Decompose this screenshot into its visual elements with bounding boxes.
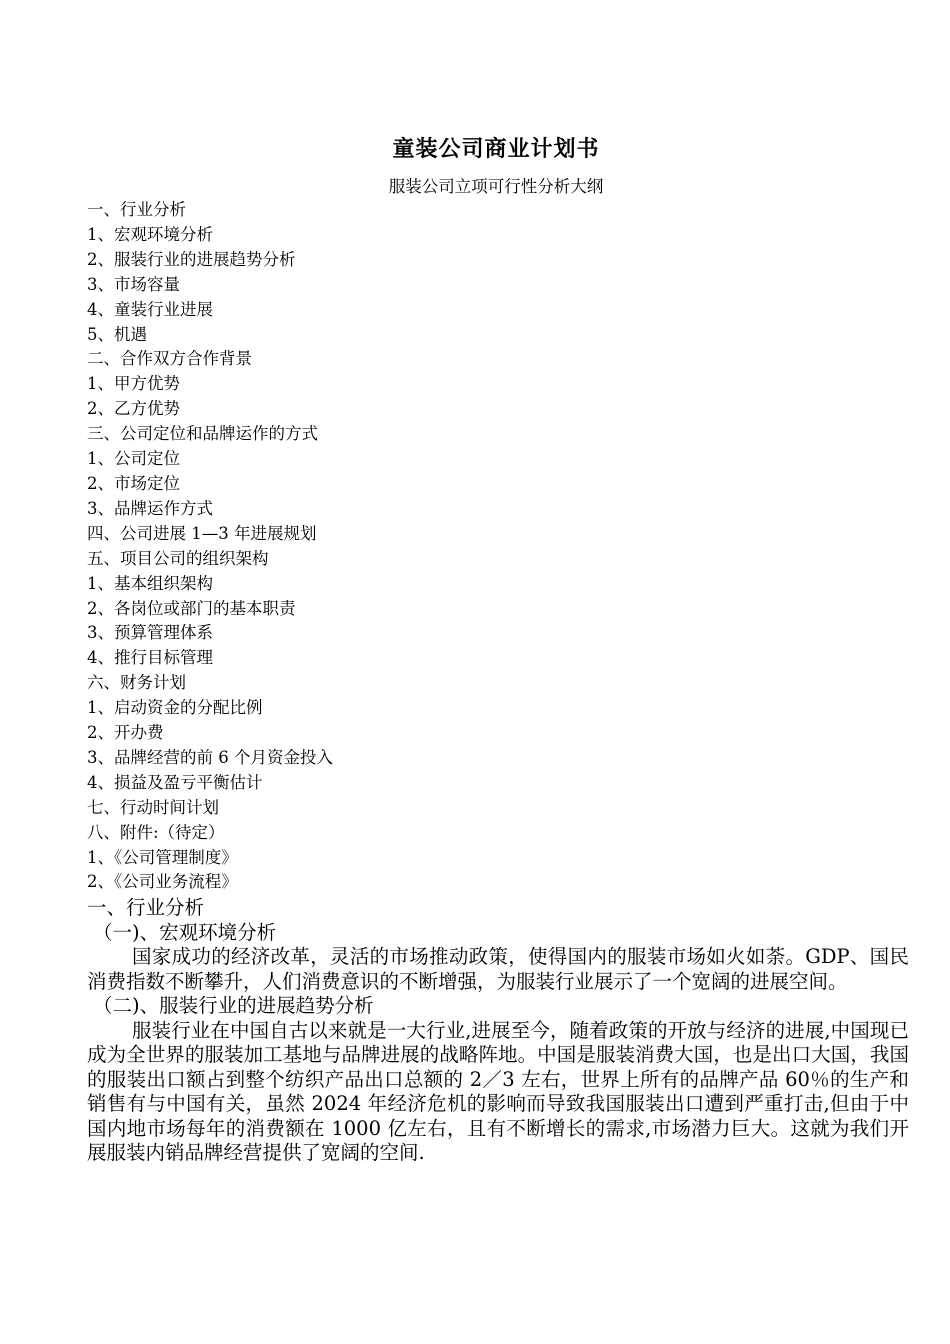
subsection-heading: （二)、服装行业的进展趋势分析 [93,994,374,1017]
body-paragraph: 国家成功的经济改革，灵活的市场推动政策，使得国内的服装市场如火如荼。GDP、国民消费指数不断攀升，人们消费意识的不断增强，为服装行业展示了一个宽阔的进展空间。 [87,945,909,993]
outline-item: 六、财务计划 [87,673,186,693]
subsection-heading: （一)、宏观环境分析 [93,920,277,944]
outline-item: 2、各岗位或部门的基本职责 [87,598,296,618]
body-paragraph: 服装行业在中国自古以来就是一大行业,进展至今，随着政策的开放与经济的进展,中国现已成为全世界的服装加工基地与品牌进展的战略阵地。中国是服装消费大国，也是出口大国，我国的服装出口额占到整个纺织产品出口总额的 2／3 左右，世界上所有的品牌产品 60％的生产和销售有与中国有关，虽然 2024 年经济危机的影响而导致我国服装出口遭到严重打击,但由于中国内地市场每年的消费额在 1000 亿左右，且有不断增长的需求,市场潜力巨大。这就为我们开展服装内销品牌经营提供了宽阔的空间. [87,1018,909,1164]
outline-item: 一、行业分析 [87,200,186,219]
outline-item: 2、乙方优势 [87,399,180,419]
outline-item: 七、行动时间计划 [87,797,219,817]
outline-item: 1、甲方优势 [87,374,180,394]
outline-item: 3、预算管理体系 [87,623,213,643]
outline-item: 5、机遇 [87,324,147,344]
outline-item: 1、基本组织架构 [87,573,213,593]
outline-item: 3、品牌经营的前 6 个月资金投入 [87,747,333,767]
outline-item: 1、公司定位 [87,449,180,469]
outline-item: 三、公司定位和品牌运作的方式 [87,424,318,444]
document-subtitle: 服装公司立项可行性分析大纲 [388,177,604,196]
outline-item: 八、附件:（待定） [87,822,225,842]
outline-item: 4、损益及盈亏平衡估计 [87,772,263,792]
outline-item: 4、推行目标管理 [87,648,213,668]
outline-item: 2、《公司业务流程》 [87,872,238,892]
document-body [87,896,909,1166]
outline-item: 五、项目公司的组织架构 [87,548,269,568]
section-heading: 一、行业分析 [87,896,205,919]
outline-item: 3、市场容量 [87,274,180,294]
outline-item: 二、合作双方合作背景 [87,349,252,369]
outline-list [87,198,907,895]
outline-item: 2、市场定位 [87,473,180,493]
outline-item: 2、开办费 [87,723,164,743]
outline-item: 3、品牌运作方式 [87,498,213,518]
outline-item: 四、公司进展 1—3 年进展规划 [87,523,317,543]
outline-item: 1、启动资金的分配比例 [87,698,263,718]
document-title: 童装公司商业计划书 [392,136,600,162]
outline-item: 1、宏观环境分析 [87,224,213,244]
outline-item: 4、童装行业进展 [87,299,213,319]
outline-item: 2、服装行业的进展趋势分析 [87,249,296,269]
outline-item: 1、《公司管理制度》 [87,847,238,867]
